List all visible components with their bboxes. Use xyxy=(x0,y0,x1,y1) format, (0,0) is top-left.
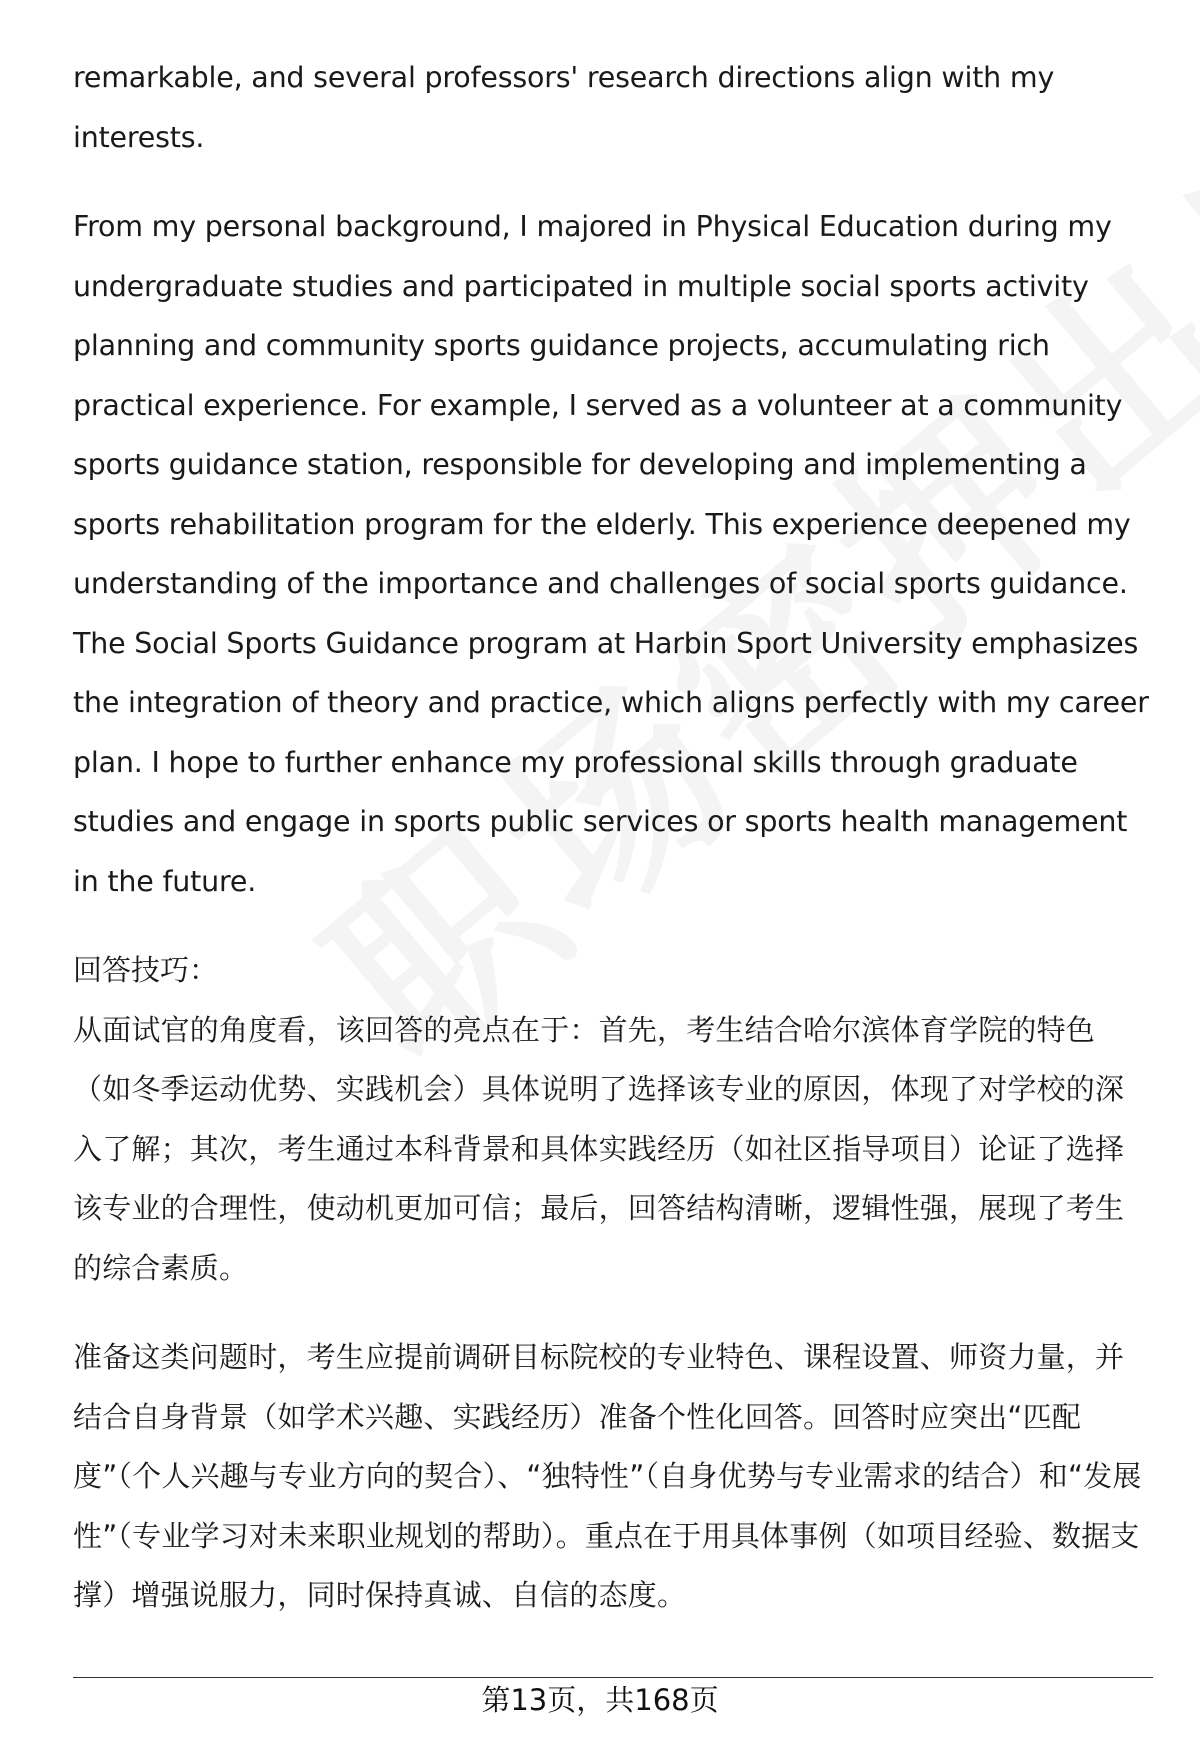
english-background-paragraph: From my personal background, I majored in Physical Education during my undergraduate studies and participated in multiple social sports activity planning and community sports guidance projects, accumulating rich practical experience. For example, I served as a volunteer at a community sports guidance station, responsible for developing and implementing a sports rehabilitation program for the elderly. This experience deepened my understanding of the importance and challenges of social sports guidance. The Social Sports Guidance program at Harbin Sport University emphasizes the integration of theory and practice, which aligns perfectly with my career plan. I hope to further enhance my professional skills through graduate studies and engage in sports public services or sports health management in the future. xyxy=(73,210,1149,898)
tips-heading: 回答技巧： xyxy=(73,953,219,987)
page-content xyxy=(73,48,1153,1626)
page-number: 第13页，共168页 xyxy=(481,1683,719,1717)
footer-divider xyxy=(73,1677,1153,1678)
tips-paragraph-2: 准备这类问题时，考生应提前调研目标院校的专业特色、课程设置、师资力量，并结合自身背景（如学术兴趣、实践经历）准备个性化回答。回答时应突出“匹配度”（个人兴趣与专业方向的契合）、“独特性”（自身优势与专业需求的结合）和“发展性”（专业学习对未来职业规划的帮助）。重点在于用具体事例（如项目经验、数据支撑）增强说服力，同时保持真诚、自信的态度。 xyxy=(73,1340,1142,1612)
tips-paragraph-1: 从面试官的角度看，该回答的亮点在于：首先，考生结合哈尔滨体育学院的特色（如冬季运动优势、实践机会）具体说明了选择该专业的原因，体现了对学校的深入了解；其次，考生通过本科背景和具体实践经历（如社区指导项目）论证了选择该专业的合理性，使动机更加可信；最后，回答结构清晰，逻辑性强，展现了考生的综合素质。 xyxy=(73,1012,1125,1285)
english-continuation-paragraph: remarkable, and several professors' research directions align with my interests. xyxy=(73,61,1055,154)
